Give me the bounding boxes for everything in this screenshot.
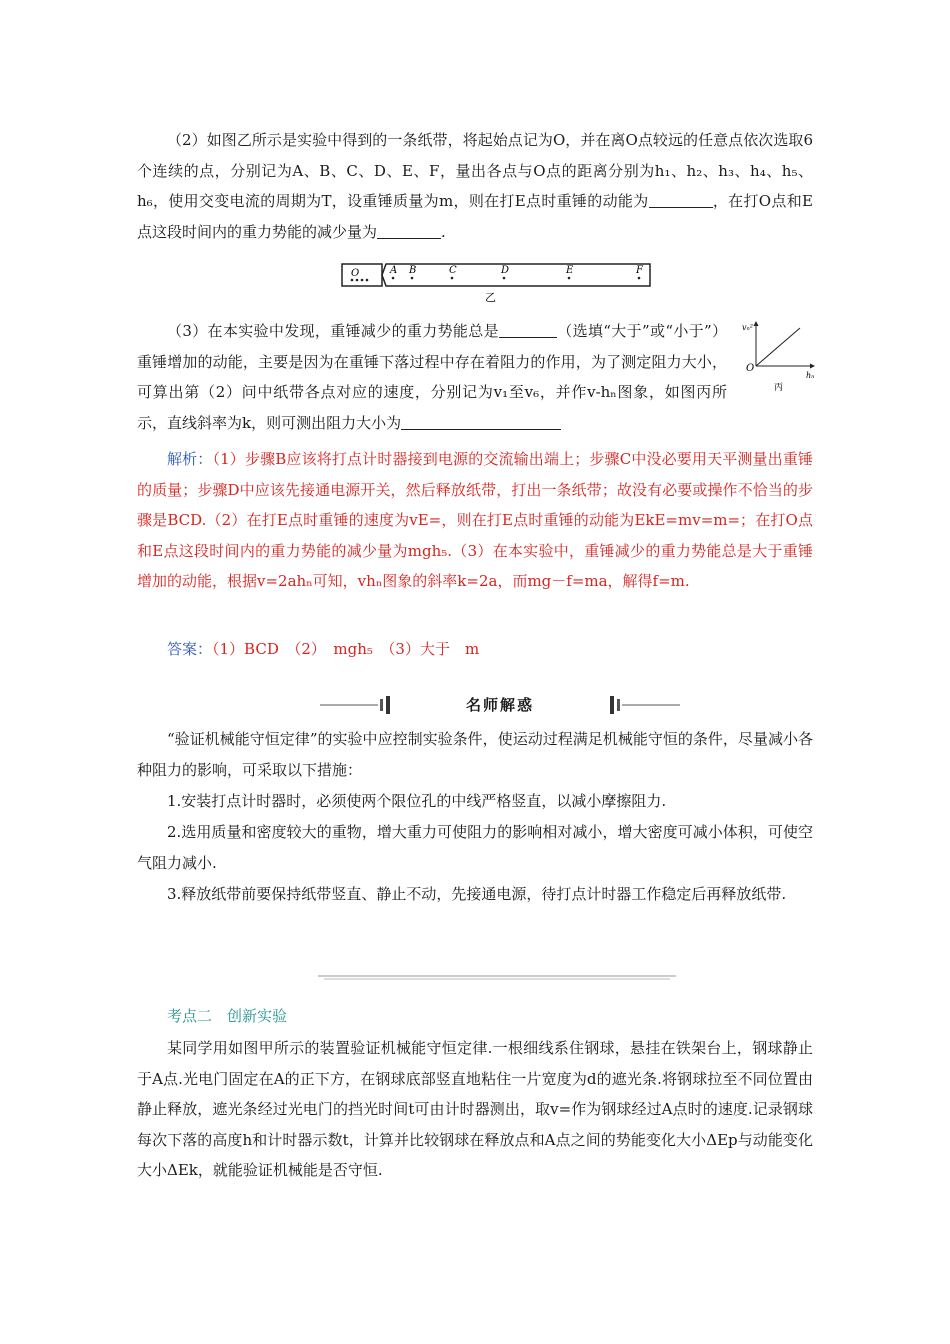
tip-title: 名师解惑 [465,696,534,714]
paper-tape-diagram [340,259,654,309]
analysis-paragraph [137,444,813,597]
question-part-2: （2）如图乙所示是实验中得到的一条纸带，将起始点记为O，并在离O点较远的任意点依次选取6个连续的点，分别记为A、B、C、D、E、F，量出各点与O点的距离分别为h₁、h₂、h₃、h₄、h₅、h₆，使用交变电流的周期为T，设重锤质量为m，则在打E点时重锤的动能为 ，在打O点和E点这段时间内的重力势能的减少量为 . [137,131,813,241]
part2-text-a: （2）如图乙所示是实验中得到的一条纸带，将起始点记为O，并在离O点较远的任意点依次选取6个连续的点，分别记为A、B、C、D、E、F，量出各点与O点的距离分别为h₁、h₂、h₃、h₄、h₅、h₆，使用交变电流的周期为T，设重锤质量为m，则在打E点时重锤的动能为 [137,131,813,211]
point-label-o: O [351,268,360,279]
x-axis-label: hₙ [806,371,815,380]
answer-blank [401,414,561,430]
answer-blank [649,192,713,208]
v-h-graph [738,318,818,398]
answer-blank [377,223,441,239]
part3-text-b: （选填“大于”或“小于”）重锤增加的动能，主要是因为在重锤下落过程中存在着阻力的作用，为了测定阻力大小，可算出第（2）问中纸带各点对应的速度，分别记为v₁至v₆，并作v-hₙ图象，如图丙所示，直线斜率为k，则可测出阻力大小为 [137,322,727,432]
paper-tape-figure [340,259,654,313]
part2-text-b: ，在打O点和E点这段时间内的重力势能的减少量为 [137,192,813,241]
point-label-b: B [409,265,417,276]
section-divider [318,973,676,983]
answer-label: 答案： [167,640,213,658]
point-label-a: A [390,265,398,276]
v-h-graph-figure [738,318,818,402]
point-label-e: E [566,265,574,276]
point-label-c: C [449,265,457,276]
figure-caption-yi: 乙 [485,291,496,304]
y-axis-label: vₙ² [742,323,753,332]
question-part-3 [137,316,813,438]
answer-text: （1）BCD （2） mgh₅ （3）大于 m [212,640,480,658]
tip-item-1: 1.安装打点计时器时，必须使两个限位孔的中线严格竖直，以减小摩擦阻力. [167,792,667,810]
figure-caption-bing: 丙 [774,383,784,393]
section-heading: 考点二 创新实验 [167,1007,288,1025]
tip-item-2: 2.选用质量和密度较大的重物，增大重力可使阻力的影响相对减小，增大密度可减小体积，可使空气阻力减小. [137,823,813,872]
tip-item-3: 3.释放纸带前要保持纸带竖直、静止不动，先接通电源，待打点计时器工作稳定后再释放纸带. [167,885,787,903]
answer-blank [499,322,557,338]
tip-intro: “验证机械能守恒定律”的实验中应控制实验条件，使运动过程满足机械能守恒的条件，尽量减小各种阻力的影响，可采取以下措施： [137,730,813,779]
point-label-d: D [501,265,510,276]
point-label-f: F [636,265,643,276]
part3-text-a: （3）在本实验中发现，重锤减少的重力势能总是 [167,322,499,340]
analysis-text: （1）步骤B应该将打点计时器接到电源的交流输出端上；步骤C中没必要用天平测量出重锤的质量；步骤D中应该先接通电源开关，然后释放纸带，打出一条纸带；故没有必要或操作不恰当的步骤是BCD.（2）在打E点时重锤的速度为vE=，则在打E点时重锤的动能为EkE=mv=m=；在打O点和E点这段时间内的重力势能的减少量为mgh₅.（3）在本实验中，重锤减少的重力势能总是大于重锤增加的动能，根据v=2ahₙ可知，vhₙ图象的斜率k=2a，而mg－f=ma，解得f=m. [137,450,813,591]
origin-label: O [746,363,755,374]
answer-paragraph [137,634,813,665]
section2-paragraph: 某同学用如图甲所示的装置验证机械能守恒定律.一根细线系住钢球，悬挂在铁架台上，钢球静止于A点.光电门固定在A的正下方，在钢球底部竖直地粘住一片宽度为d的遮光条.将钢球拉至不同位置由静止释放，遮光条经过光电门的挡光时间t可由计时器测出，取v=作为钢球经过A点时的速度.记录钢球每次下落的高度h和计时器示数t，计算并比较钢球在释放点和A点之间的势能变化大小ΔEp与动能变化大小ΔEk，就能验证机械能是否守恒. [137,1039,813,1180]
tip-banner [320,692,680,718]
analysis-label: 解析： [167,450,213,468]
